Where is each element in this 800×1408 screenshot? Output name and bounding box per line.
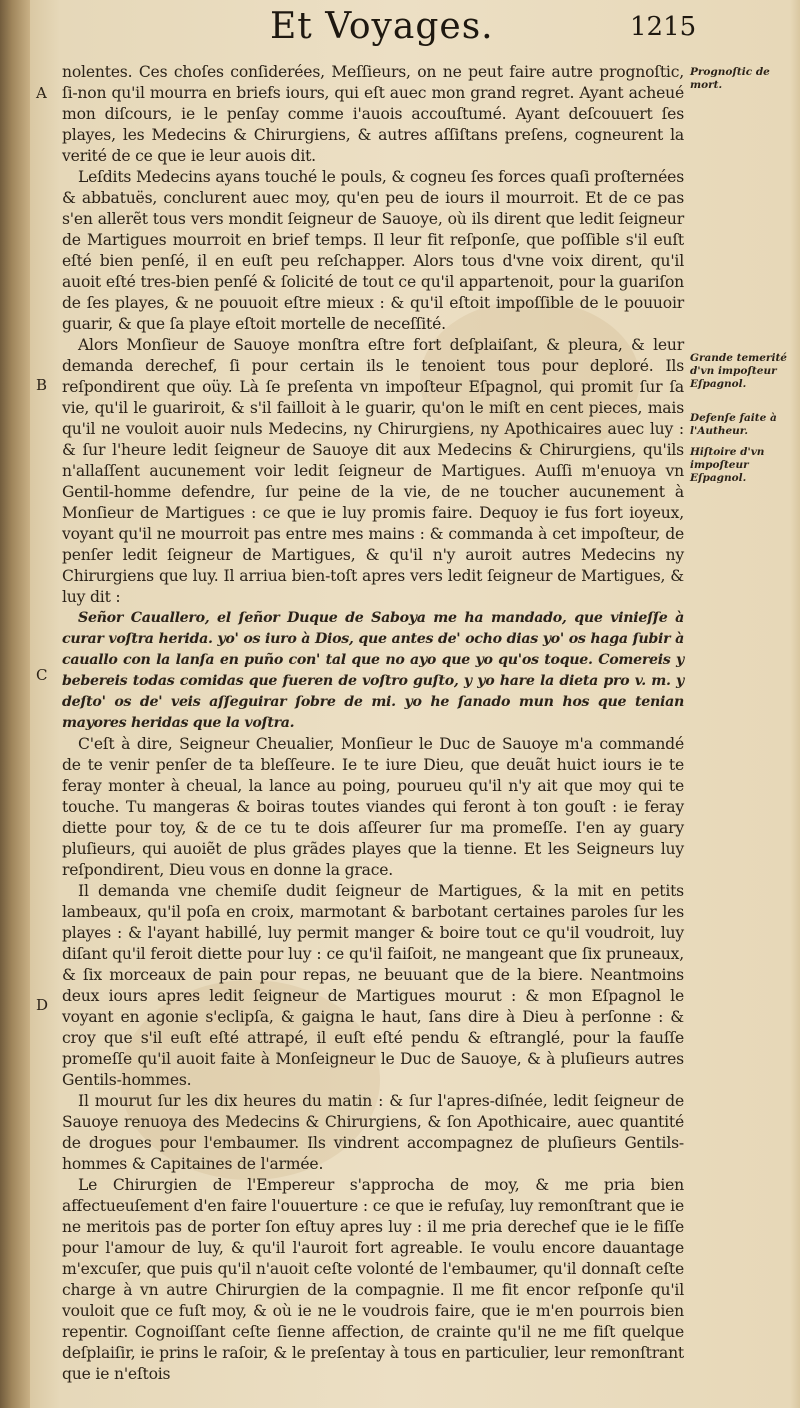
section-marker-b: B [36,376,48,394]
spanish-quotation: Señor Cauallero, el ſeñor Duque de Saboya me ha mandado, que vinieſſe à curar voſtra herida. yo' os iuro à Dios, que antes de' ocho dias yo' os haga ſubir à cauallo con la lanſa en puño con' tal que no ayo que yo qu'os toque. Comereis y bebereis todas comidas que fueren de voſtro guſto, y yo hare la dieta pro v. m. y deſto' os de' veis aſſeguirar ſobre de mi. yo he ſanado mun hos que tenian mayores heridas que la voſtra. [62,610,684,731]
margin-note: Hiſtoire d'vn impoſteur Eſpagnol. [690,446,765,484]
paragraph: nolentes. Ces choſes conſiderées, Meſſieurs, on ne peut faire autre prognoſtic, ſi-non qu'il mourra en briefs iours, qui eſt auec mon grand regret. Ayant acheué mon diſcours, ie le penſay comme i'auois accouſtumé. Ayant deſcouuert ſes playes, les Medecins & Chirurgiens, & autres aſſiſtans preſens, cogneurent la verité de ce que ie leur auois dit. [62,63,684,165]
paragraph: Il demanda vne chemiſe dudit ſeigneur de Martigues, & la mit en petits lambeaux, qu'il poſa en croix, marmotant & barbotant certaines paroles ſur les playes : & l'ayant habillé, luy permit manger & boire tout ce qu'il voudroit, luy diſant qu'il feroit diette pour luy : ce qu'il faiſoit, ne mangeant que ſix pruneaux, & ſix morceaux de pain pour repas, ne beuuant que de la biere. Neantmoins deux iours apres ledit ſeigneur de Martigues mourut : & mon Eſpagnol le voyant en agonie s'eclipſa, & gaigna le haut, ſans dire à Dieu à perſonne : & croy que s'il euſt eſté attrapé, il euſt eſté pendu & eſtranglé, pour la fauſſe promeſſe qu'il auoit faite à Monſeigneur le Duc de Sauoye, & à pluſieurs autres Gentils-hommes. [62,882,684,1089]
margin-note: Defenſe faite à l'Autheur. [690,412,777,437]
page-number: 1215 [630,12,697,42]
page-header [60,6,697,50]
paragraph: Il mourut ſur les dix heures du matin : & ſur l'apres-diſnée, ledit ſeigneur de Sauoye renuoya des Medecins & Chirurgiens, & ſon Apothicaire, auec quantité de drogues pour l'embaumer. Ils vindrent accompagnez de pluſieurs Gentils-hommes & Capitaines de l'armée. [62,1092,684,1173]
paragraph: Leſdits Medecins ayans touché le pouls, & cogneu ſes forces quaſi proſternées & abbatuës, conclurent auec moy, qu'en peu de iours il mourroit. Et de ce pas s'en allerẽt tous vers mondit ſeigneur de Sauoye, où ils dirent que ledit ſeigneur de Martigues mourroit en brief temps. Il leur fit reſponſe, que poſſible s'il euſt eſté bien penſé, il en euſt peu reſchapper. Alors tous d'vne voix dirent, qu'il auoit eſté tres-bien penſé & ſolicité de tout ce qu'il appartenoit, pour la guariſon de ſes playes, & ne pouuoit eſtre mieux : & qu'il eſtoit impoſſible de le pouuoir guarir, & que ſa playe eſtoit mortelle de neceſſité. [62,168,684,333]
section-marker-d: D [36,996,49,1014]
section-marker-c: C [36,666,48,684]
paragraph: Le Chirurgien de l'Empereur s'approcha de moy, & me pria bien affectueuſement d'en faire l'ouuerture : ce que ie refuſay, luy remonſtrant que ie ne meritois pas de porter ſon eſtuy apres luy : il me pria derechef que ie le fiſſe pour l'amour de luy, & qu'il l'auroit fort agreable. Ie voulu encore dauantage m'excuſer, que puis qu'il n'auoit ceſte volonté de l'embaumer, qu'il donnaſt ceſte charge à vn autre Chirurgien de la compagnie. Il me fit encor reſponſe qu'il vouloit que ce fuſt moy, & où ie ne le voudrois faire, que ie m'en pourrois bien repentir. Cognoiſſant ceſte ſienne affection, de crainte qu'il ne me fiſt quelque deſplaiſir, ie prins le raſoir, & le preſentay à tous en particulier, leur remonſtrant que ie n'eſtois [62,1176,684,1383]
running-title: Et Voyages. [270,6,494,47]
body-text [62,62,684,1385]
facing-page-edge [0,0,30,1408]
margin-note: Prognoſtic de mort. [690,66,770,91]
paragraph: Alors Monſieur de Sauoye monſtra eſtre fort deſplaiſant, & pleura, & leur demanda derechef, ſi pour certain ils le tenoient tous pour deploré. Ils reſpondirent que oüy. Là ſe preſenta vn impoſteur Eſpagnol, qui promit ſur ſa vie, qu'il le guariroit, & s'il failloit à le guarir, qu'on le miſt en cent pieces, mais qu'il ne vouloit auoir nuls Medecins, ny Chirurgiens, ny Apothicaires auec luy : & ſur l'heure ledit ſeigneur de Sauoye dit aux Medecins & Chirurgiens, qu'ils n'allaſſent aucunement voir ledit ſeigneur de Martigues. Auſſi m'enuoya vn Gentil-homme defendre, ſur peine de la vie, de ne toucher aucunement à Monſieur de Martigues : ce que ie luy promis faire. Dequoy ie fus fort ioyeux, voyant qu'il ne mourroit pas entre mes mains : & commanda à cet impoſteur, de penſer ledit ſeigneur de Martigues, & qu'il n'y auroit autres Medecins ny Chirurgiens que luy. Il arriua bien-toſt apres vers ledit ſeigneur de Martigues, & luy dit : [62,336,684,606]
margin-note: Grande temerité d'vn impoſteur Eſpagnol. [690,352,787,390]
paragraph: C'eſt à dire, Seigneur Cheualier, Monſieur le Duc de Sauoye m'a commandé de te venir penſer de ta bleſſeure. Ie te iure Dieu, que deuãt huict iours ie te feray monter à cheual, la lance au poing, pourueu qu'il n'y ait que moy qui te touche. Tu mangeras & boiras toutes viandes qui feront à ton gouſt : ie feray diette pour toy, & de ce tu te dois aſſeurer ſur ma promeſſe. I'en ay guary pluſieurs, qui auoiẽt de plus grãdes playes que la tienne. Et les Seigneurs luy reſpondirent, Dieu vous en donne la grace. [62,735,684,879]
section-marker-a: A [36,84,47,102]
